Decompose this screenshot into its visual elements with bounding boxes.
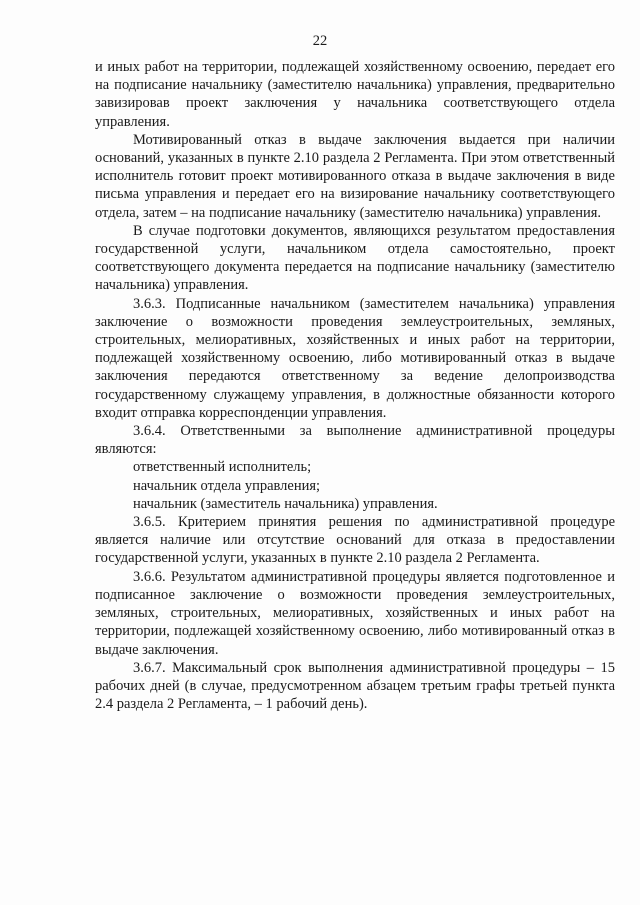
paragraph-3-6-5: 3.6.5. Критерием принятия решения по административной процедуре является наличие или отсутствие оснований для отказа в предоставлении государственной услуги, указанных в пункте 2.10 раздела 2 Регламента. (95, 514, 615, 567)
list-item-executor: ответственный исполнитель; (133, 459, 312, 476)
paragraph-continuation: и иных работ на территории, подлежащей хозяйственному освоению, передает его на подписание начальнику (заместителю начальника) управления, предварительно завизировав проект заключения у начальника соответствующего отдела управления. (95, 59, 615, 130)
paragraph-3-6-6: 3.6.6. Результатом административной процедуры является подготовленное и подписанное заключение о возможности проведения землеустроительных, земляных, строительных, мелиоративных, хозяйственных и иных работ на территории, подлежащей хозяйственному освоению, либо мотивированный отказ в выдаче заключения. (95, 568, 615, 658)
paragraph-refusal: Мотивированный отказ в выдаче заключения выдается при наличии оснований, указанных в пункте 2.10 раздела 2 Регламента. При этом ответственный исполнитель готовит проект мотивированного отказа в выдаче заключения в виде письма управления и передает его на визирование начальнику соответствующего отдела, затем – на подписание начальнику (заместителю начальника) управления. (95, 131, 615, 221)
list-item-department-head: начальник отдела управления; (133, 477, 321, 494)
paragraph-3-6-4: 3.6.4. Ответственными за выполнение административной процедуры являются: (95, 423, 615, 458)
page-number: 22 (312, 33, 328, 49)
list-item-management-head: начальник (заместитель начальника) управления. (133, 495, 438, 512)
paragraph-3-6-7: 3.6.7. Максимальный срок выполнения административной процедуры – 15 рабочих дней (в случае, предусмотренном абзацем третьим графы третьей пункта 2.4 раздела 2 Регламента, – 1 рабочий день). (95, 659, 615, 713)
document-body (95, 58, 615, 713)
paragraph-self-preparation: В случае подготовки документов, являющихся результатом предоставления государственной услуги, начальником отдела самостоятельно, проект соответствующего документа передается на подписание начальнику (заместителю начальника) управления. (95, 222, 615, 294)
paragraph-3-6-3: 3.6.3. Подписанные начальником (заместителем начальника) управления заключение о возможности проведения землеустроительных, земляных, строительных, мелиоративных, хозяйственных и иных работ на территории, подлежащей хозяйственному освоению, либо мотивированный отказ в выдаче заключения передаются ответственному за ведение делопроизводства государственному служащему управления, в должностные обязанности которого входит отправка корреспонденции управления. (95, 295, 615, 421)
